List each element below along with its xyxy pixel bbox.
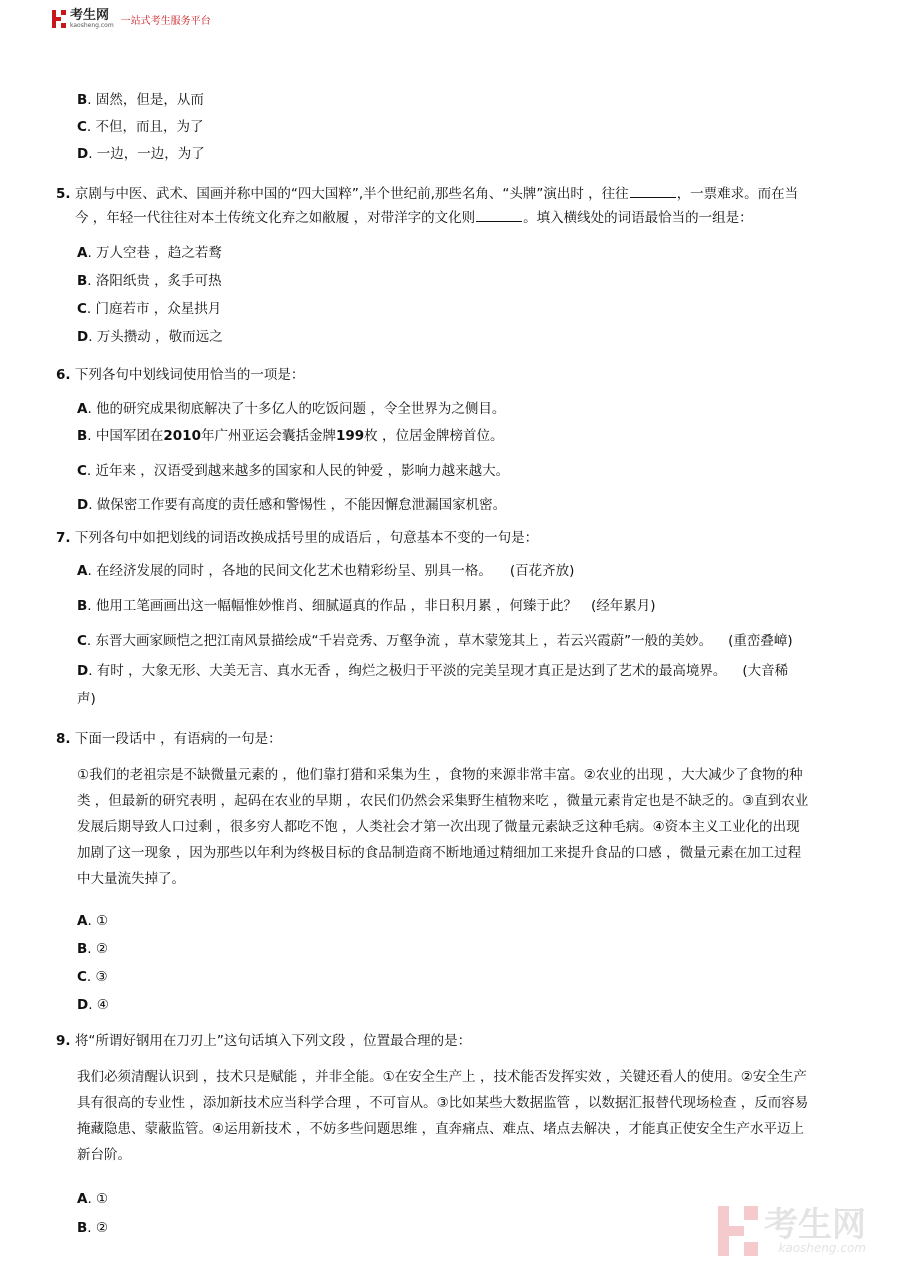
q5-stem-line1 [56,185,798,203]
option-text: . 他用工笔画画出这一幅幅惟妙惟肖、细腻逼真的作品 ，非日积月累 ，何臻于此？ [87,598,577,614]
q7-option-d [77,662,788,680]
question-number: 6. [56,367,71,383]
slogan: 一站式考生服务平台 [120,15,211,27]
option-letter: C [77,119,87,135]
watermark [718,1206,866,1256]
watermark-text [764,1205,866,1255]
option-paren: (大音稀 [742,663,789,679]
option-text: . 他的研究成果彻底解决了十多亿人的吃饭问题 ，令全世界为之侧目。 [87,401,506,417]
brand-domain: kaosheng.com [70,22,114,29]
q6-option-b [77,427,503,445]
option-letter: D [77,497,89,513]
q5-stem-line2 [75,209,753,227]
q8-option-a [77,912,108,930]
option-text-post: 枚 ，位居金牌榜首位。 [364,428,504,444]
q8-para-line: ①我们的老祖宗是不缺微量元素的 ，他们靠打猎和采集为生 ，食物的来源非常丰富。②农业的出现 ，大大减少了食物的种 [77,767,803,783]
q9-option-b [77,1219,108,1237]
q7-stem-text: 下列各句中如把划线的词语改换成括号里的成语后 ，句意基本不变的一句是： [74,530,539,546]
option-letter: B [77,1220,88,1236]
q9-para-line: 掩藏隐患、蒙蔽监管。④运用新技术 ，不妨多些问题思维 ，直奔痛点、难点、堵点去解决 ，才能真正使安全生产水平迈上 [77,1121,804,1137]
q7-stem [56,529,538,547]
q4-option-c [77,118,204,136]
q4-option-b [77,91,204,109]
option-letter: A [77,563,88,579]
q9-stem [56,1032,471,1050]
q5-text-d: 。填入横线处的词语最恰当的一组是： [523,210,753,226]
logo-text [70,9,114,29]
question-number: 8. [56,731,71,747]
q9-para-line: 我们必须清醒认识到 ，技术只是赋能 ，并非全能。①在安全生产上 ，技术能否发挥实效 ，关键还看人的使用。②安全生产 [77,1069,807,1085]
q5-text-c: 今 ，年轻一代往往对本土传统文化弃之如敝履 ，对带洋字的文化则 [75,210,476,226]
q8-para-line: 中大量流失掉了。 [77,871,185,887]
option-letter: A [77,245,88,261]
option-text: . 万人空巷 ，趋之若鹜 [87,245,222,261]
option-text: . 固然，但是，从而 [87,92,204,108]
q9-option-a [77,1190,108,1208]
option-text: . ③ [86,969,108,985]
fill-blank-2 [476,209,522,222]
option-letter: C [77,301,87,317]
option-letter: C [77,633,87,649]
q5-option-b [77,272,222,290]
option-letter: A [77,1191,88,1207]
q8-option-c [77,968,108,986]
watermark-brand: 考生网 [764,1205,866,1245]
q5-option-a [77,244,222,262]
brand-name: 考生网 [70,8,110,23]
option-text: . 万头攒动 ，敬而远之 [88,329,223,345]
q8-para-line: 类 ，但最新的研究表明 ，起码在农业的早期 ，农民们仍然会采集野生植物来吃 ，微量元素肯定也是不缺乏的。③直到农业 [77,793,809,809]
question-number: 9. [56,1033,71,1049]
question-number: 7. [56,530,71,546]
option-text-year: 2010 [163,428,201,444]
q5-option-c [77,300,221,318]
option-text: . 门庭若市 ，众星拱月 [86,301,222,317]
q9-stem-text: 将“所谓好钢用在刀刃上”这句话填入下列文段 ，位置最合理的是： [74,1033,472,1049]
option-letter: B [77,598,88,614]
kaosheng-logo-icon [52,10,66,28]
q9-para-line: 具有很高的专业性 ，添加新技术应当科学合理 ，不可盲从。③比如某些大数据监管 ，以数据汇报替代现场检查 ，反而容易 [77,1095,809,1111]
option-paren: (重峦叠嶂) [728,633,793,649]
q7-option-d-cont [77,690,96,708]
option-text-mid: 年广州亚运会囊括金牌 [200,428,336,444]
option-letter: B [77,428,88,444]
option-letter: C [77,969,87,985]
option-text: . 洛阳纸贵 ，炙手可热 [87,273,222,289]
watermark-domain: kaosheng.com [778,1241,866,1255]
fill-blank-1 [630,185,676,198]
option-text-pre: . 中国军团在 [87,428,164,444]
q8-para-line: 发展后期导致人口过剩 ，很多穷人都吃不饱 ，人类社会才第一次出现了微量元素缺乏这种毛病。④资本主义工业化的出现 [77,819,800,835]
option-text-num: 199 [335,428,365,444]
option-text: . ④ [88,997,109,1013]
question-number: 5. [56,186,71,202]
q6-stem [56,366,304,384]
q8-para-line: 加剧了这一现象 ，因为那些以年利为终极目标的食品制造商不断地通过精细加工来提升食品的口感 ，微量元素在加工过程 [77,845,802,861]
option-text: . 有时 ，大象无形、大美无言、真水无香 ，绚烂之极归于平淡的完美呈现才真正是达到了艺术的最高境界。 [88,663,727,679]
option-letter: D [77,329,89,345]
option-text: . ① [87,1191,109,1207]
q6-option-d [77,496,506,514]
option-letter: D [77,663,89,679]
option-paren-cont: 声) [77,691,96,707]
option-paren: (经年累月) [590,598,656,614]
q5-text-a: 京剧与中医、武术、国画并称中国的“四大国粹”,半个世纪前,那些名角、“头牌”演出时 ，往往 [74,186,629,202]
q4-option-d [77,145,205,163]
option-text: . 一边，一边，为了 [88,146,205,162]
option-text: . 近年来 ，汉语受到越来越多的国家和人民的钟爱 ，影响力越来越大。 [86,463,510,479]
q6-option-a [77,400,505,418]
q7-option-c [77,632,793,650]
q6-option-c [77,462,509,480]
option-letter: B [77,941,88,957]
q7-option-a [77,562,574,580]
option-letter: A [77,913,88,929]
option-letter: C [77,463,87,479]
option-text: . 东晋大画家顾恺之把江南风景描绘成“千岩竞秀、万壑争流 ，草木蒙笼其上 ，若云兴霞蔚”一般的美妙。 [86,633,713,649]
option-text: . 不但，而且，为了 [86,119,204,135]
q5-text-b: ，一票难求。而在当 [676,186,799,202]
option-letter: B [77,92,88,108]
option-text: . ② [87,941,108,957]
q7-option-b [77,597,656,615]
option-letter: D [77,146,89,162]
q8-option-d [77,996,109,1014]
q8-option-b [77,940,108,958]
q8-stem-text: 下面一段话中 ，有语病的一句是： [74,731,282,747]
q8-stem [56,730,282,748]
option-letter: D [77,997,89,1013]
option-letter: B [77,273,88,289]
option-text: . ② [87,1220,108,1236]
option-text: . 在经济发展的同时 ，各地的民间文化艺术也精彩纷呈、别具一格。 [87,563,492,579]
site-header [52,8,211,30]
q5-option-d [77,328,223,346]
option-text: . ① [87,913,109,929]
q6-stem-text: 下列各句中划线词使用恰当的一项是： [74,367,305,383]
q9-para-line: 新台阶。 [77,1147,131,1163]
watermark-logo-icon [718,1206,758,1256]
option-letter: A [77,401,88,417]
option-paren: (百花齐放) [509,563,575,579]
option-text: . 做保密工作要有高度的责任感和警惕性 ，不能因懈怠泄漏国家机密。 [88,497,507,513]
